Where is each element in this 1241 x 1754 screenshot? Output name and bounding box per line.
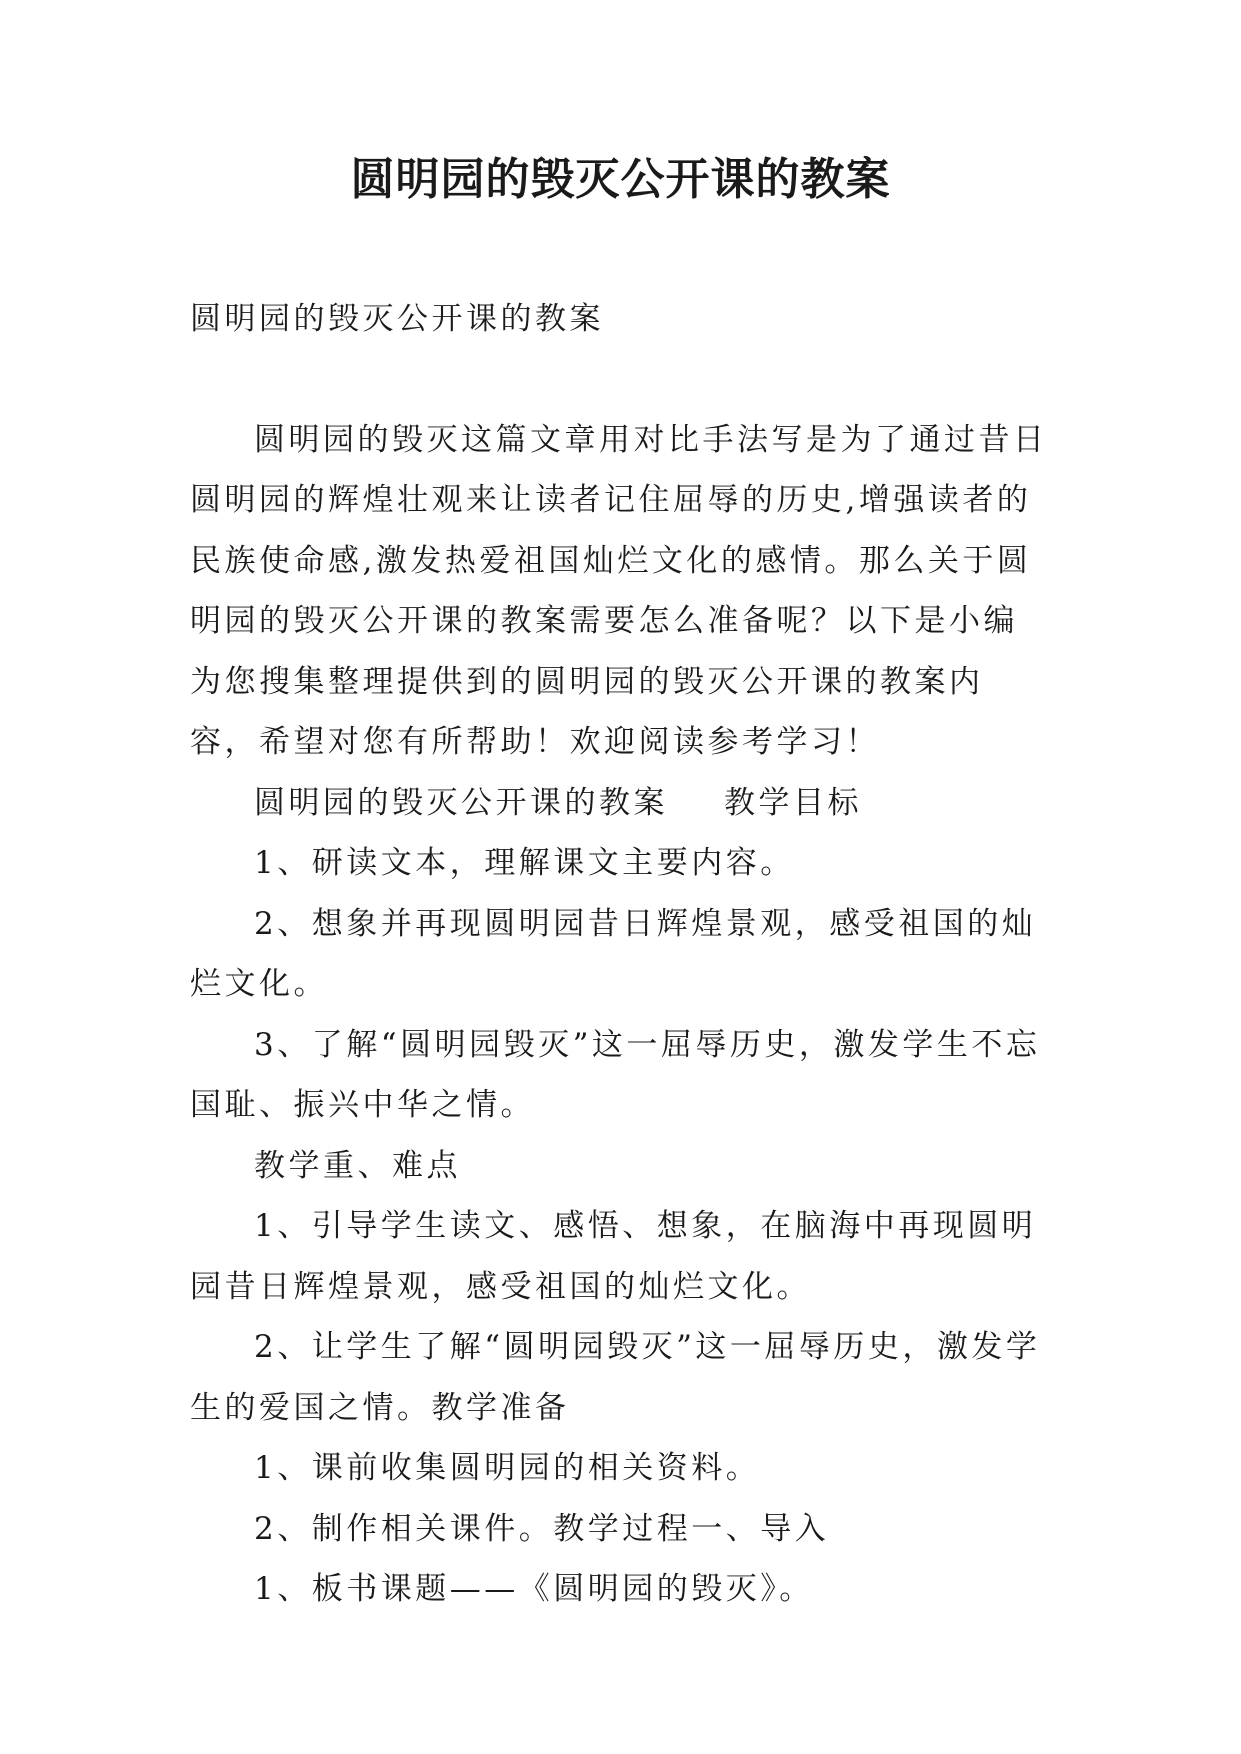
document-title: 圆明园的毁灭公开课的教案 (350, 154, 891, 205)
prep-item-1: 1、课前收集圆明园的相关资料。 (254, 1450, 761, 1486)
objectives-heading-right: 教学目标 (724, 784, 862, 821)
key-points-heading: 教学重、难点 (254, 1147, 461, 1184)
objective-item-1: 1、研读文本，理解课文主要内容。 (254, 845, 795, 881)
objectives-heading-line (190, 773, 1050, 834)
objective-item-2: 2、想象并再现圆明园昔日辉煌景观，感受祖国的灿烂文化。 (190, 905, 1037, 1002)
prep-item-2: 2、制作相关课件。教学过程一、导入 (254, 1510, 830, 1547)
objectives-heading-left: 圆明园的毁灭公开课的教案 (254, 784, 668, 821)
objective-item-3: 3、了解“圆明园毁灭”这一屈辱历史，激发学生不忘国耻、振兴中华之情。 (190, 1026, 1041, 1123)
key-point-item-2: 2、让学生了解“圆明园毁灭”这一屈辱历史，激发学生的爱国之情。教学准备 (190, 1329, 1041, 1426)
intro-paragraph: 圆明园的毁灭这篇文章用对比手法写是为了通过昔日圆明园的辉煌壮观来让读者记住屈辱的历史,增强读者的民族使命感,激发热爱祖国灿烂文化的感情。那么关于圆明园的毁灭公开课的教案需要怎么准备呢？以下是小编为您搜集整理提供到的圆明园的毁灭公开课的教案内容，希望对您有所帮助！欢迎阅读参考学习！ (190, 421, 1048, 760)
document-subtitle: 圆明园的毁灭公开课的教案 (190, 301, 604, 337)
process-item-1: 1、板书课题——《圆明园的毁灭》。 (254, 1571, 814, 1607)
document-body (190, 289, 1050, 1620)
key-point-item-1: 1、引导学生读文、感悟、想象，在脑海中再现圆明园昔日辉煌景观，感受祖国的灿烂文化。 (190, 1208, 1037, 1305)
